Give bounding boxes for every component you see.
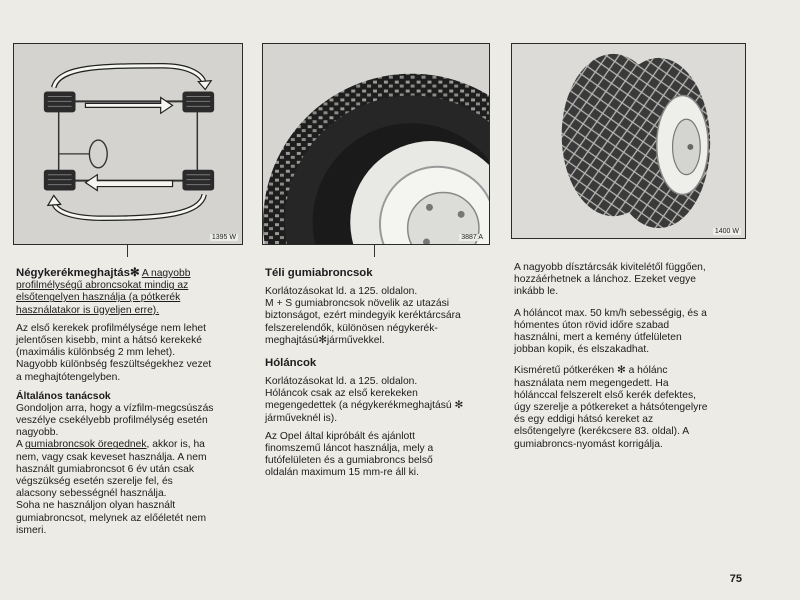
snow-chains-usage-section (514, 262, 754, 451)
intro-line: elsőtengelyen használja (a pótkerék (16, 292, 181, 304)
text-line: finomszemű láncot használja, mely a (265, 443, 434, 455)
text-line: jobban kopik, és elszakadhat. (514, 344, 650, 356)
text-line: alacsony sebességnél használja. (16, 488, 167, 500)
text-line: Nagyobb különbség feszültségekhez vezet (16, 359, 212, 371)
text-line: nem, vagy csak keveset használja. A nem (16, 451, 207, 463)
text-line: használt gumiabroncsot 6 év után csak (16, 463, 195, 475)
column-four-wheel-drive (13, 43, 243, 245)
text-line: A hóláncot max. 50 km/h sebességig, és a (514, 307, 707, 319)
figure-code: 1400 W (714, 228, 739, 235)
winter-tire-svg (263, 44, 489, 244)
text-line: használata nem megengedett. Ha (514, 377, 669, 389)
text-fragment: járművekkel. (326, 334, 385, 346)
text-line: A nagyobb dísztárcsák kivitelétől függően, (514, 262, 706, 273)
divider-tick (127, 245, 128, 257)
text-line: M + S gumiabroncsok növelik az utazási (265, 298, 450, 310)
text-line: biztonságot, ezért mindegyik keréktárcsára (265, 310, 461, 322)
text-line: Az Opel által kipróbált és ajánlott (265, 430, 415, 442)
text-fragment: , akkor is, ha (146, 439, 205, 451)
winter-tire-illustration (262, 43, 490, 245)
text-line: a meghajtótengelyben. (16, 371, 121, 383)
figure-code: 3887 A (461, 234, 483, 241)
text-fragment: megengedettek (a négykerékmeghajtású (265, 400, 452, 412)
awd-rotation-svg (14, 44, 242, 244)
four-wheel-drive-icon: ✻ (318, 334, 327, 346)
text-line: Soha ne használjon olyan használt (16, 500, 176, 512)
text-line: (maximális különbség 2 mm lehet). (16, 347, 176, 359)
text-line: Az első kerekek profilmélysége nem lehet (16, 322, 207, 334)
text-line: nagyobb. (16, 427, 59, 439)
column-winter-tires (262, 43, 490, 245)
text-line: Hóláncok csak az első kerekeken (265, 388, 418, 400)
text-line: futófelületen és a gumiabroncs belső (265, 455, 433, 467)
text-line: felszerelendők, különösen négykerék- (265, 322, 438, 334)
intro-text: A nagyobb (141, 268, 191, 279)
winter-tires-section (265, 266, 495, 480)
four-wheel-drive-icon: ✻ (129, 267, 140, 279)
divider-tick (374, 245, 375, 257)
text-line: elsőtengelyre (kerékcsere 83. oldal). A (514, 426, 690, 438)
text-fragment: A (16, 439, 26, 451)
figure-code: 1395 W (211, 234, 236, 241)
text-line: úgy szerelje a pótkereket a hátsótengelyre (514, 402, 708, 414)
snow-chains-illustration (511, 43, 746, 239)
page-number: 75 (729, 573, 742, 585)
text-line: hólánccal felszerelt első kerék defektes, (514, 389, 697, 401)
text-fragment: meghajtású (265, 334, 319, 346)
section-heading: Négykerékmeghajtás (16, 267, 130, 279)
section-heading: Téli gumiabroncsok (265, 267, 373, 279)
text-line: és egy eddigi hátsó kereket az (514, 414, 654, 426)
text-line: hómentes úton rövid időre szabad (514, 319, 670, 331)
snow-chains-svg (512, 44, 745, 238)
text-line: inkább le. (514, 286, 559, 298)
text-line: végszükség esetén szerelje fel, és (16, 476, 173, 488)
text-fragment: Kisméretű pótkeréken (514, 365, 615, 377)
awd-rotation-diagram (13, 43, 243, 245)
text-line: használni, mert a kemény útfelületen (514, 332, 682, 344)
four-wheel-drive-icon: ✻ (454, 400, 464, 412)
four-wheel-drive-section (16, 266, 248, 537)
text-line: ismeri. (16, 524, 47, 536)
text-line: járműveknél is). (265, 412, 338, 424)
text-line: Korlátozásokat ld. a 125. oldalon. (265, 286, 418, 297)
underlined-text: gumiabroncsok öregednek (25, 439, 147, 451)
column-snow-chains (511, 43, 746, 239)
subsection-heading: Általános tanácsok (16, 390, 111, 402)
text-line: veszélye csekélyebb profilmélység esetén (16, 415, 208, 427)
intro-line: használatakor is ügyeljen erre). (16, 304, 160, 316)
four-wheel-drive-icon: ✻ (617, 365, 626, 377)
text-line: hozzáérhetnek a lánchoz. Ezeket vegye (514, 274, 697, 286)
text-fragment: a hólánc (628, 365, 668, 377)
text-line: gumiabroncs-nyomást korrigálja. (514, 438, 663, 450)
intro-line: profilmélységű abroncsokat mindig az (16, 280, 189, 292)
text-line: Korlátozásokat ld. a 125. oldalon. (265, 376, 418, 388)
text-line: jelentősen kisebb, mint a hátsó kerekeké (16, 335, 203, 347)
text-line: oldalán maximum 15 mm-re áll ki. (265, 467, 419, 479)
text-line: gumiabroncsot, melynek az előéletét nem (16, 512, 207, 524)
text-line: Gondoljon arra, hogy a vízfilm-megcsúszás (16, 402, 214, 414)
section-heading: Hóláncok (265, 357, 317, 370)
